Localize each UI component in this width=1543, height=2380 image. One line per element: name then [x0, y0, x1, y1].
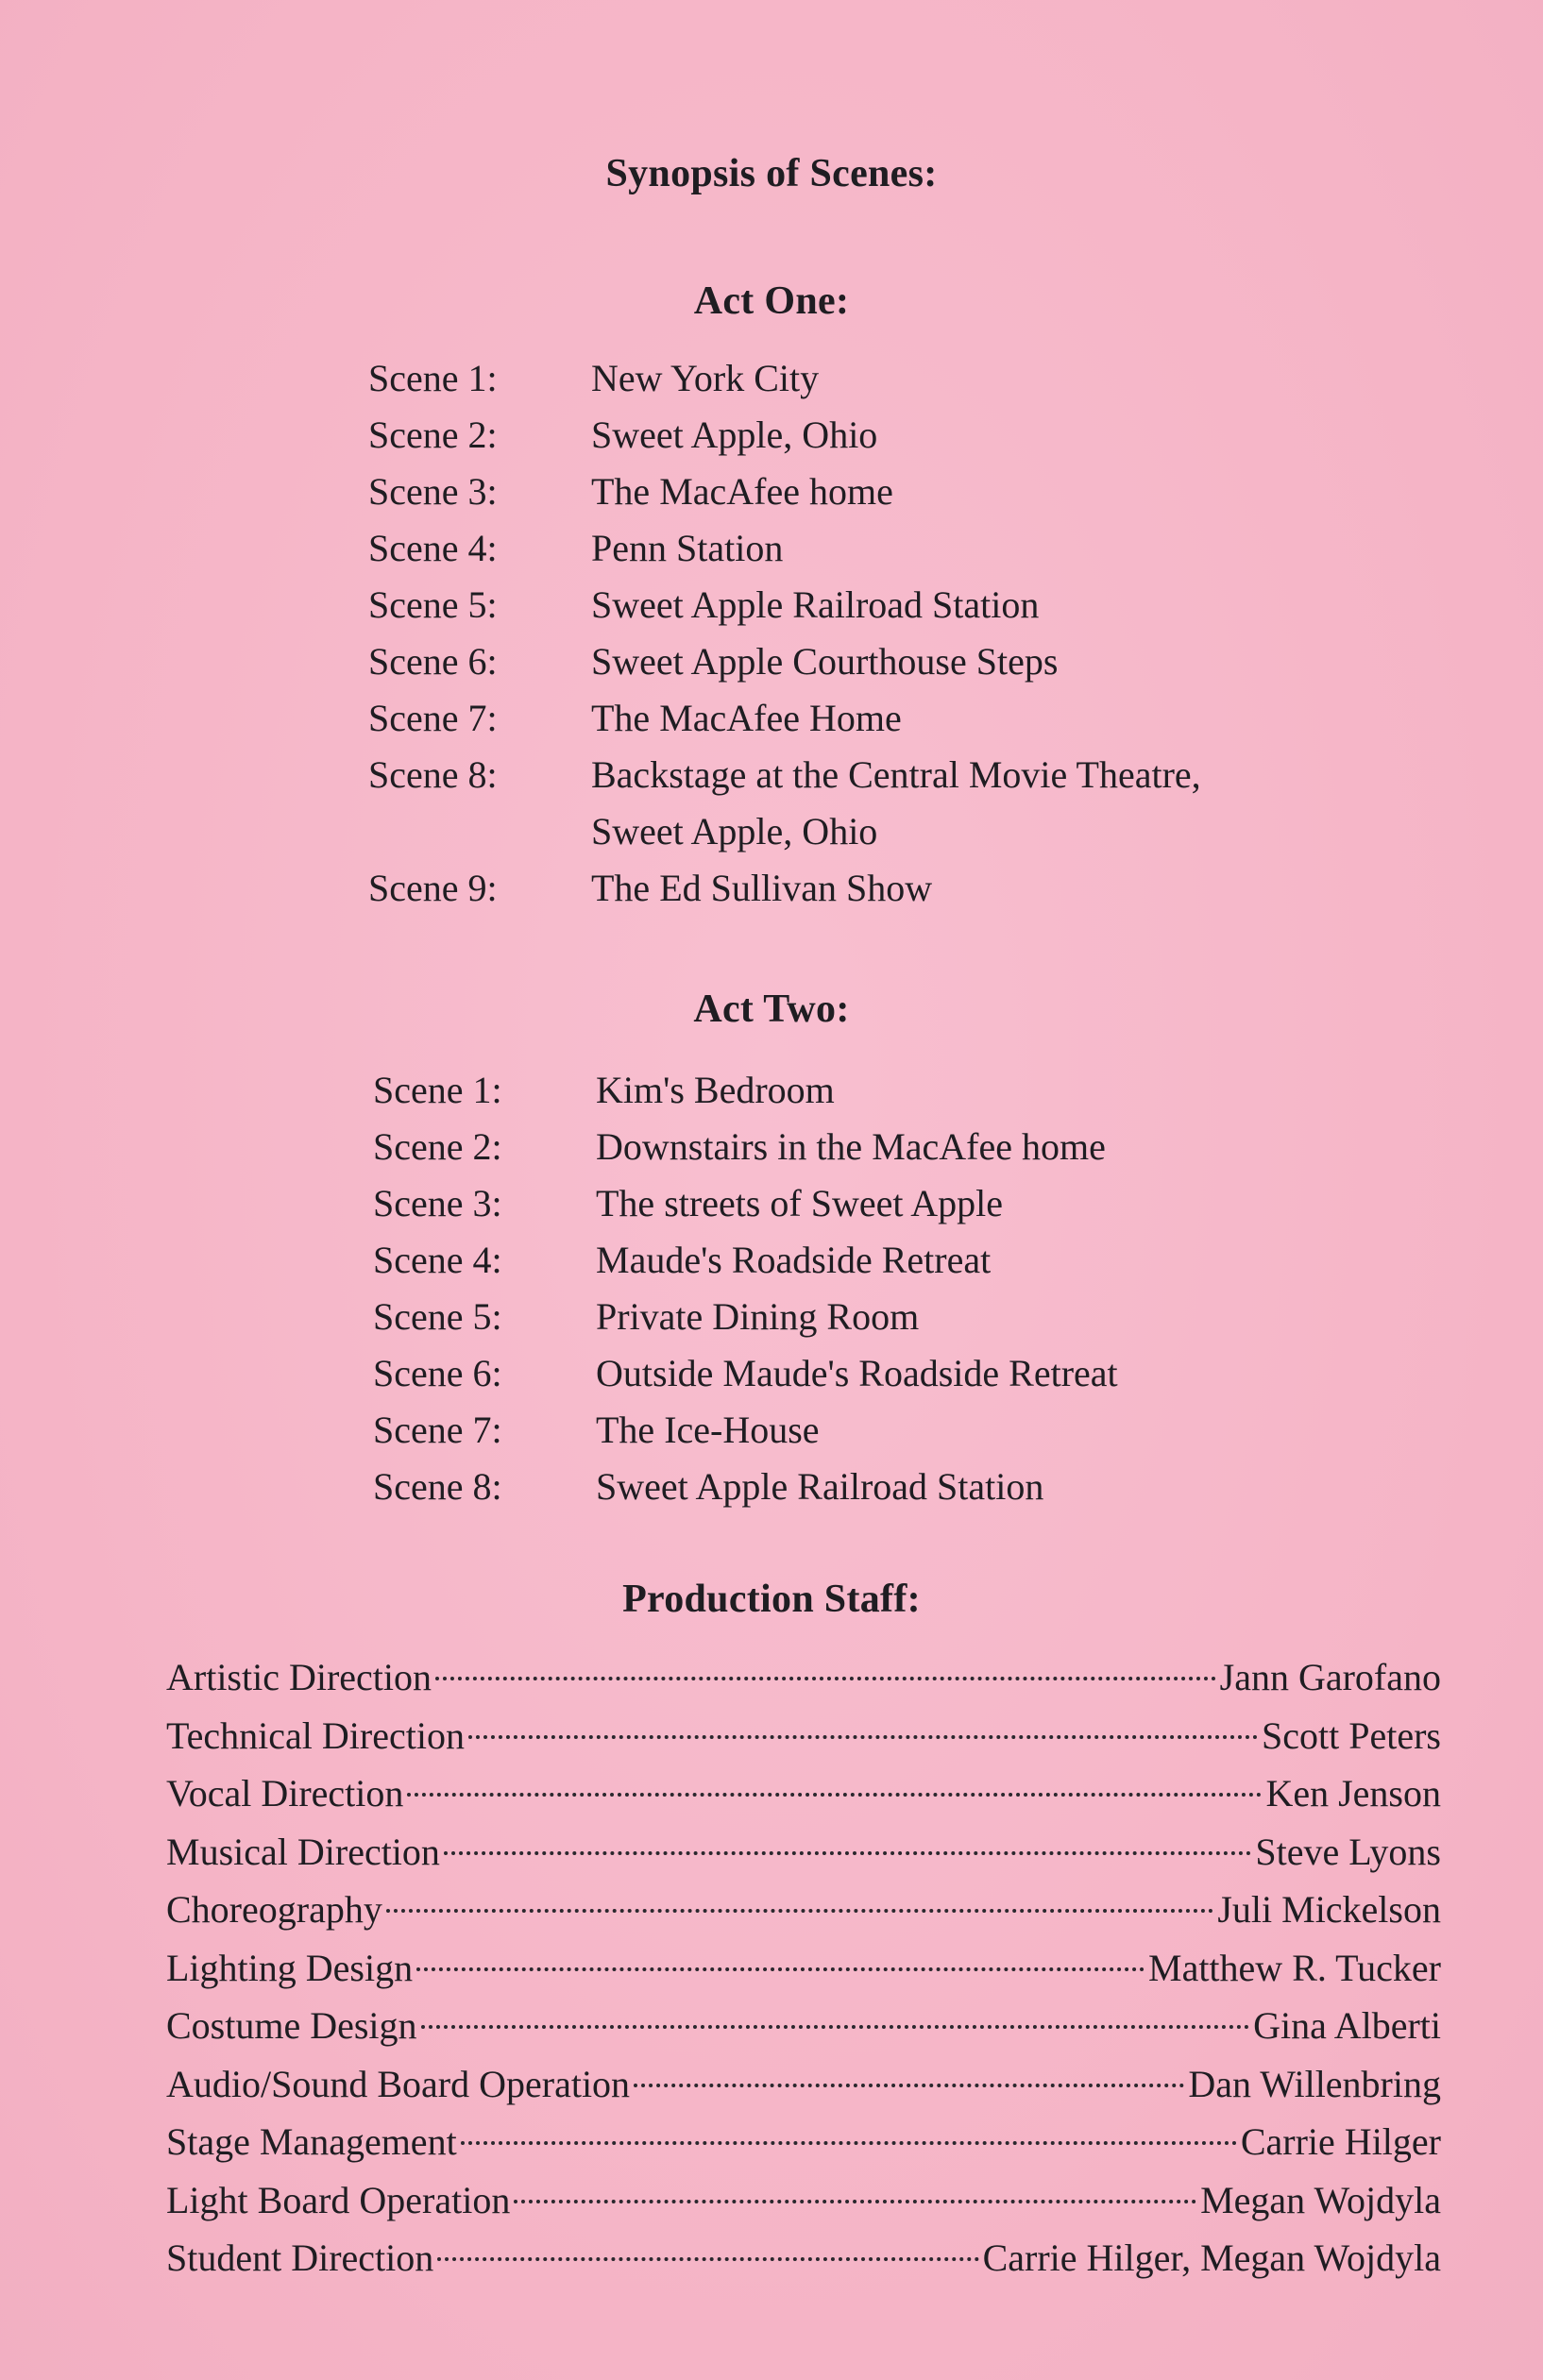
- scene-row: [373, 1402, 1118, 1459]
- staff-role: Musical Direction: [166, 1830, 440, 1873]
- scene-number: Scene 2:: [373, 1125, 502, 1168]
- scene-row: [368, 803, 1201, 860]
- dot-leader: [421, 1987, 1250, 2029]
- staff-role: Artistic Direction: [166, 1656, 432, 1698]
- staff-role: Vocal Direction: [166, 1772, 404, 1815]
- scene-location: The Ed Sullivan Show: [591, 867, 933, 909]
- scene-location: The streets of Sweet Apple: [596, 1182, 1003, 1224]
- staff-name: Jann Garofano: [1219, 1656, 1441, 1698]
- scene-number: Scene 7:: [368, 697, 498, 739]
- scene-number: Scene 6:: [373, 1352, 502, 1394]
- scene-number: Scene 5:: [373, 1295, 502, 1338]
- scene-row: [368, 690, 1201, 747]
- production-staff-list: [166, 1648, 1441, 2287]
- scene-row: [368, 747, 1201, 803]
- dot-leader: [634, 2046, 1184, 2087]
- staff-row: [166, 2229, 1441, 2287]
- scene-location: Kim's Bedroom: [596, 1069, 835, 1111]
- staff-role: Stage Management: [166, 2120, 457, 2163]
- act-two-scene-list: [373, 1062, 1118, 1515]
- dot-leader: [461, 2103, 1237, 2145]
- dot-leader: [407, 1755, 1262, 1797]
- scene-location: The Ice-House: [596, 1409, 820, 1451]
- scene-number: Scene 5:: [368, 583, 498, 626]
- scene-number: Scene 1:: [368, 357, 498, 399]
- dot-leader: [416, 1930, 1145, 1971]
- scene-location: Downstairs in the MacAfee home: [596, 1125, 1106, 1168]
- scene-row: [373, 1232, 1118, 1289]
- staff-name: Scott Peters: [1262, 1713, 1441, 1757]
- staff-name: Megan Wojdyla: [1200, 2178, 1441, 2221]
- synopsis-title: Synopsis of Scenes:: [605, 152, 938, 195]
- scene-location: Sweet Apple Courthouse Steps: [591, 640, 1059, 683]
- dot-leader: [437, 2220, 978, 2261]
- dot-leader: [386, 1871, 1214, 1913]
- dot-leader: [468, 1697, 1258, 1739]
- scene-number: Scene 3:: [368, 470, 498, 513]
- staff-role: Student Direction: [166, 2237, 434, 2279]
- staff-role: Choreography: [166, 1888, 382, 1931]
- scene-location: Backstage at the Central Movie Theatre,: [591, 753, 1201, 796]
- scene-number: Scene 8:: [368, 753, 498, 796]
- scene-location: The MacAfee Home: [591, 697, 902, 739]
- staff-name: Dan Willenbring: [1188, 2062, 1441, 2105]
- scene-row: [368, 464, 1201, 520]
- scene-location: New York City: [591, 357, 820, 399]
- scene-location: Sweet Apple Railroad Station: [591, 583, 1040, 626]
- scene-row: [373, 1345, 1118, 1402]
- act-one-scene-list: [368, 350, 1201, 917]
- scene-location: Penn Station: [591, 527, 784, 569]
- scene-number: Scene 3:: [373, 1182, 502, 1224]
- scene-location: Outside Maude's Roadside Retreat: [596, 1352, 1118, 1394]
- scene-number: Scene 8:: [373, 1465, 502, 1508]
- staff-name: Ken Jenson: [1265, 1772, 1441, 1815]
- scene-row: [373, 1289, 1118, 1345]
- staff-role: Light Board Operation: [166, 2178, 511, 2221]
- staff-role: Costume Design: [166, 2004, 417, 2047]
- scene-location: Sweet Apple, Ohio: [591, 810, 878, 852]
- scene-location: Sweet Apple Railroad Station: [596, 1465, 1044, 1508]
- scene-location: Sweet Apple, Ohio: [591, 414, 878, 456]
- act-two-title: Act Two:: [693, 987, 850, 1031]
- scene-row: [373, 1062, 1118, 1119]
- scene-row: [373, 1119, 1118, 1175]
- staff-name: Matthew R. Tucker: [1148, 1946, 1441, 1989]
- scene-row: [368, 633, 1201, 690]
- act-one-title: Act One:: [693, 279, 850, 323]
- scene-number: Scene 2:: [368, 414, 498, 456]
- scene-row: [368, 577, 1201, 633]
- scene-row: [368, 350, 1201, 407]
- scene-row: [368, 860, 1201, 917]
- staff-role: Technical Direction: [166, 1713, 465, 1757]
- staff-name: Carrie Hilger: [1240, 2120, 1441, 2163]
- staff-role: Audio/Sound Board Operation: [166, 2062, 631, 2105]
- scene-row: [373, 1459, 1118, 1515]
- staff-name: Juli Mickelson: [1217, 1888, 1441, 1931]
- dot-leader: [435, 1639, 1216, 1680]
- scene-row: [368, 407, 1201, 464]
- dot-leader: [444, 1814, 1251, 1855]
- scene-number: Scene 4:: [373, 1239, 502, 1281]
- staff-name: Gina Alberti: [1253, 2004, 1441, 2047]
- staff-name: Steve Lyons: [1255, 1830, 1441, 1873]
- scene-number: Scene 4:: [368, 527, 498, 569]
- dot-leader: [514, 2162, 1196, 2203]
- scene-number: [368, 803, 591, 860]
- scene-row: [368, 520, 1201, 577]
- scene-row: [373, 1175, 1118, 1232]
- staff-name: Carrie Hilger, Megan Wojdyla: [982, 2237, 1441, 2279]
- scene-number: Scene 9:: [368, 867, 498, 909]
- scene-location: Private Dining Room: [596, 1295, 920, 1338]
- scene-number: Scene 6:: [368, 640, 498, 683]
- scene-number: Scene 1:: [373, 1069, 502, 1111]
- staff-role: Lighting Design: [166, 1946, 414, 1989]
- scene-location: Maude's Roadside Retreat: [596, 1239, 992, 1281]
- scene-number: Scene 7:: [373, 1409, 502, 1451]
- production-staff-title: Production Staff:: [622, 1578, 921, 1621]
- scene-location: The MacAfee home: [591, 470, 893, 513]
